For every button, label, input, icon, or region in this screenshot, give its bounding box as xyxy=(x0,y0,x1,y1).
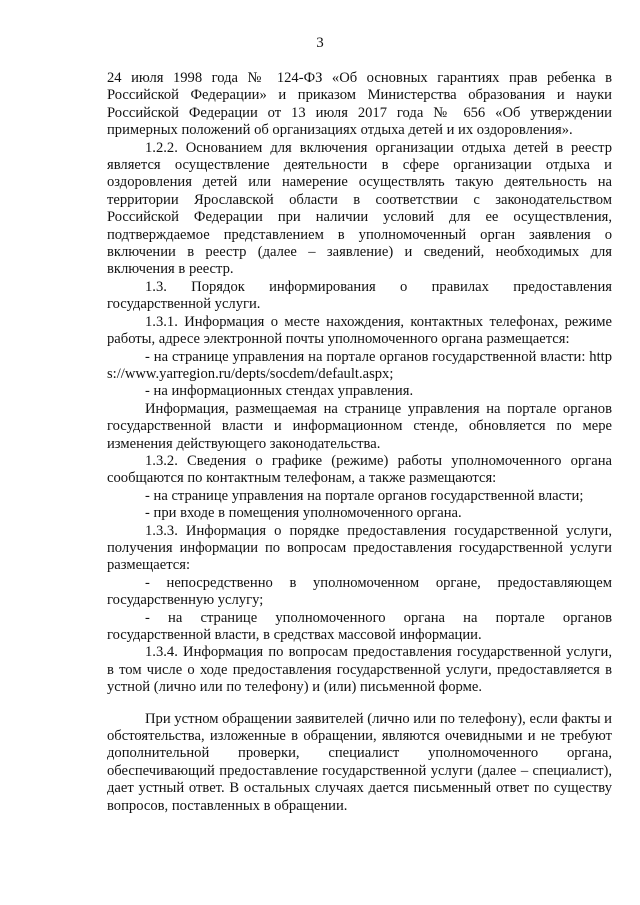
paragraph-info-updates: Информация, размещаемая на странице управления на портале органов государственной власти и информационном стенде, обновляется по мере изменения действующего законодательства. xyxy=(107,400,612,452)
list-item-info-stands: - на информационных стендах управления. xyxy=(145,383,414,400)
list-item-portal-page: - на странице управления на портале органов государственной власти; xyxy=(145,487,584,504)
paragraph-1-3-4: 1.3.4. Информация по вопросам предоставления государственной услуги, в том числе о ходе предоставления государственной услуги, предоставляется в устной (лично или по телефону) и (или) письменной форме. xyxy=(107,644,612,696)
paragraph-1-2-2: 1.2.2. Основанием для включения организации отдыха детей в реестр является осуществление деятельности в сфере организации отдыха и оздоровления детей или намерение осуществлять такую деятельность на территории Ярославской области в соответствии с законодательством Российской Федерации при наличии условий для ее осуществления, подтверждаемое представлением в уполномоченный орган заявления о включении в реестр (далее – заявление) и сведений, необходимых для включения в реестр. xyxy=(107,139,612,278)
list-item-authority-office: - непосредственно в уполномоченном органе, предоставляющем государственную услугу; xyxy=(107,574,612,609)
list-item-authority-portal-media: - на странице уполномоченного органа на портале органов государственной власти, в средствах массовой информации. xyxy=(107,609,612,643)
paragraph-law-references: 24 июля 1998 года № 124-ФЗ «Об основных гарантиях прав ребенка в Российской Федерации» и приказом Министерства образования и науки Российской Федерации от 13 июля 2017 года № 656 «Об утверждении примерных положений об организациях отдыха детей и их оздоровления». xyxy=(107,70,612,139)
document-body xyxy=(107,70,612,815)
page-number: 3 xyxy=(316,35,324,51)
list-item-entrance: - при входе в помещения уполномоченного органа. xyxy=(145,505,462,522)
paragraph-oral-requests: При устном обращении заявителей (лично или по телефону), если факты и обстоятельства, изложенные в обращении, являются очевидными и не требуют дополнительной проверки, специалист уполномоченного органа, обеспечивающий предоставление государственной услуги (далее – специалист), дает устный ответ. В остальных случаях дается письменный ответ по существу вопросов, поставленных в обращении. xyxy=(107,710,612,814)
paragraph-1-3-1: 1.3.1. Информация о месте нахождения, контактных телефонах, режиме работы, адресе электронной почты уполномоченного органа размещается: xyxy=(107,313,612,348)
list-item-portal-page-url: - на странице управления на портале органов государственной власти: https://www.yarregion.ru/depts/socdem/default.aspx; xyxy=(107,348,612,382)
paragraph-1-3-2: 1.3.2. Сведения о графике (режиме) работы уполномоченного органа сообщаются по контактным телефонам, а также размещаются: xyxy=(107,452,612,487)
paragraph-1-3-heading: 1.3. Порядок информирования о правилах предоставления государственной услуги. xyxy=(107,278,612,313)
paragraph-1-3-3: 1.3.3. Информация о порядке предоставления государственной услуги, получения информации по вопросам предоставления государственной услуги размещается: xyxy=(107,522,612,574)
